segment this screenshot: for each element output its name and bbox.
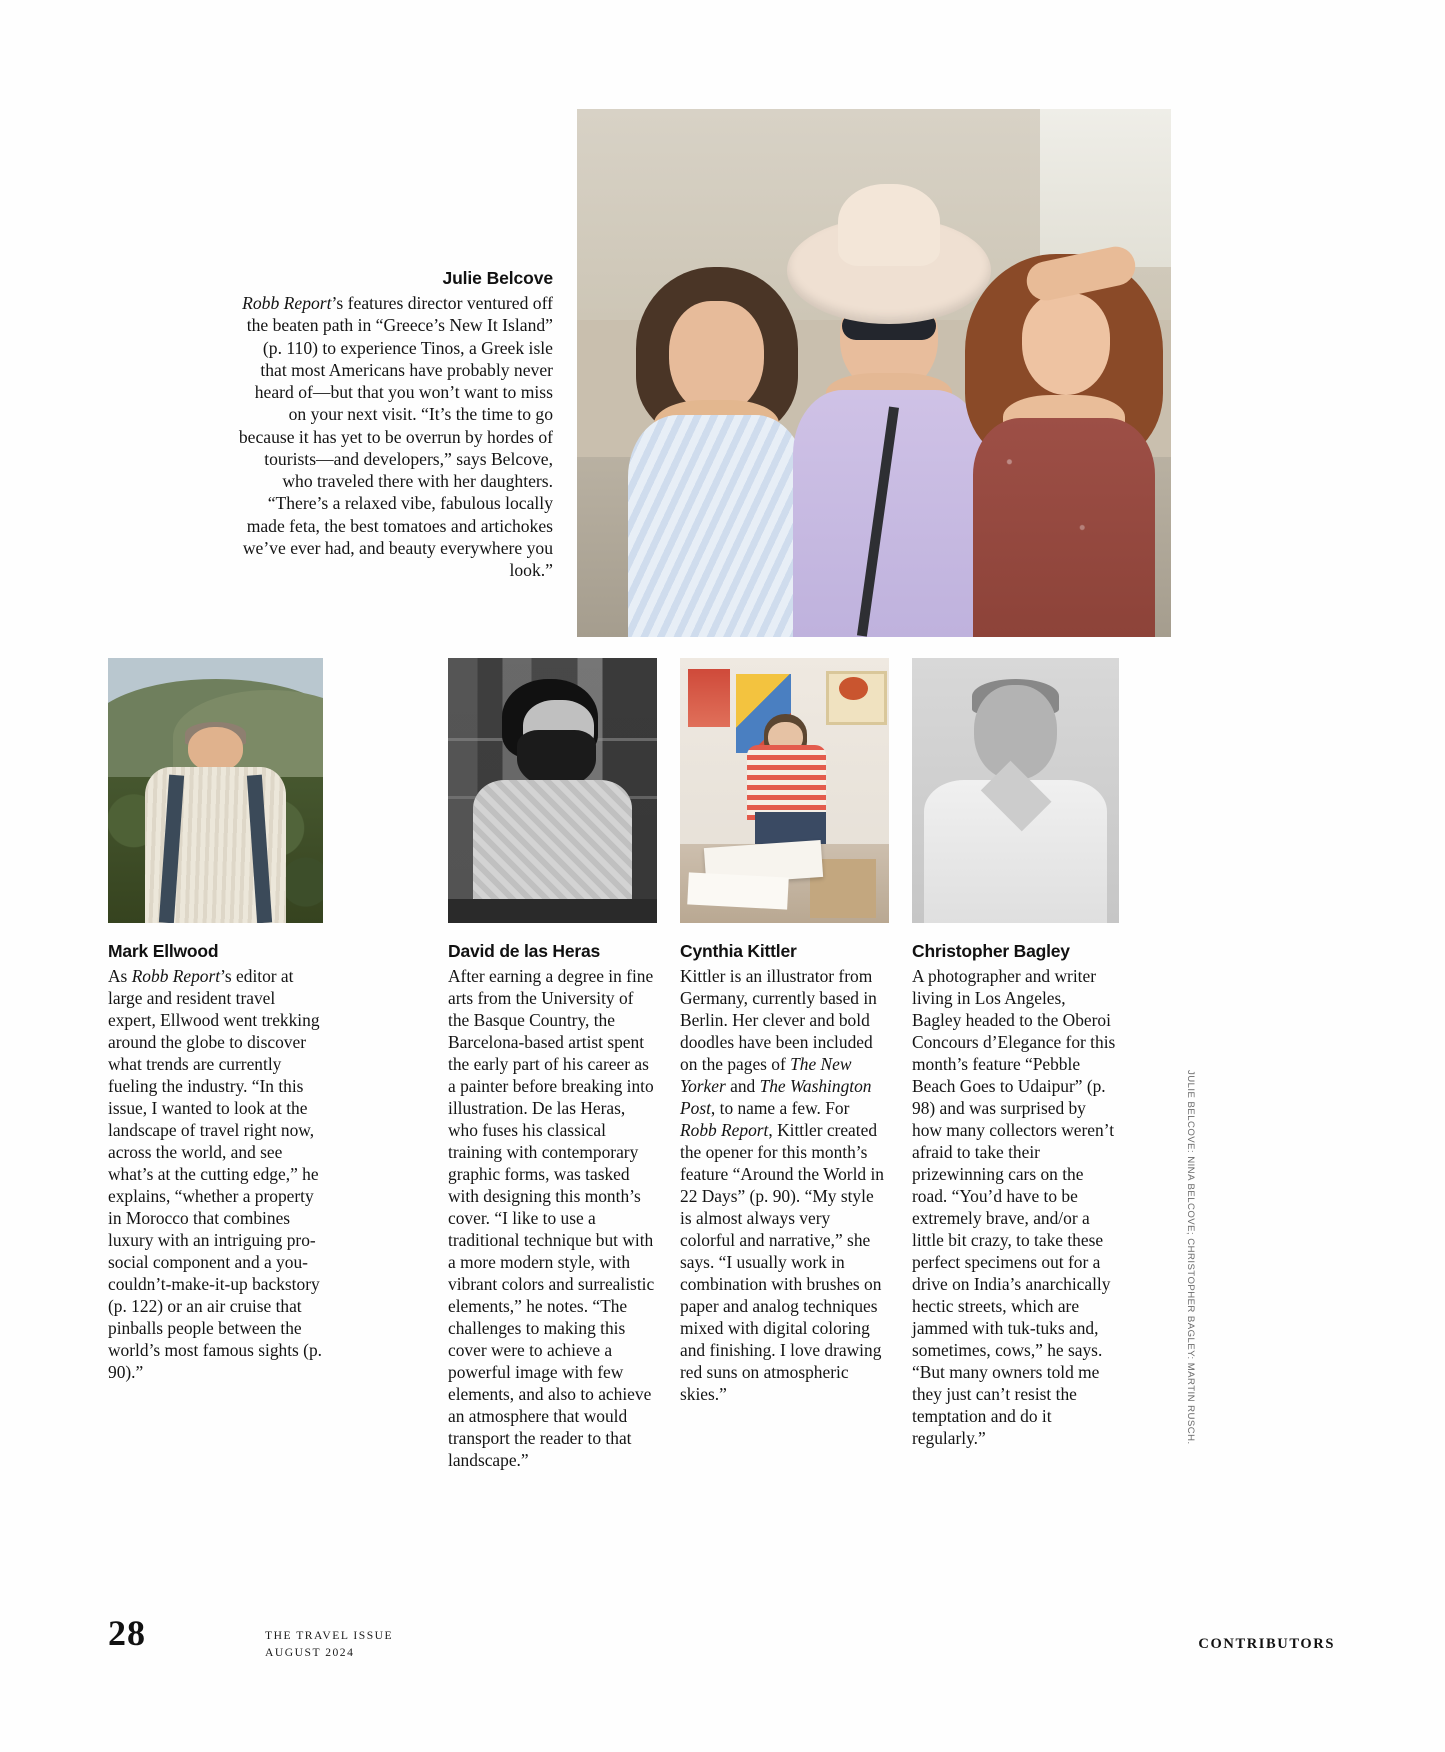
contributor-bio-christopher-bagley: A photographer and writer living in Los Angeles, Bagley headed to the Oberoi Concours d’Elegance for this month’s feature “Pebble Beach Goes to Udaipur” (p. 98) and was surprised by how many collectors weren’t afraid to take their prizewinning cars on the road. “You’d have to be extremely brave, and/or a little bit crazy, to take these perfect specimens out for a drive on India’s anarchically hectic streets, which are jammed with tuk-tuks and, sometimes, cows,” he says. “But many owners told me they just can’t resist the temptation and do it regularly.”	[912, 966, 1116, 1449]
contributor-column-cynthia-kittler	[680, 658, 889, 1405]
contributor-column-christopher-bagley	[912, 658, 1119, 1449]
portrait-david-de-las-heras	[448, 658, 657, 923]
photo-person-right	[969, 246, 1159, 637]
contributor-name-cynthia-kittler: Cynthia Kittler	[680, 941, 797, 961]
page-number: 28	[108, 1613, 146, 1653]
contributor-column-mark-ellwood	[108, 658, 323, 1383]
portrait-mark-ellwood	[108, 658, 323, 923]
contributor-column-david-de-las-heras	[448, 658, 657, 1471]
contributor-name-christopher-bagley: Christopher Bagley	[912, 941, 1070, 961]
photo-person-left	[625, 267, 809, 637]
section-label: CONTRIBUTORS	[1198, 1636, 1335, 1652]
photo-person-center	[791, 225, 987, 637]
contributor-bio-julie-belcove: Robb Report’s features director ventured off the beaten path in “Greece’s New It Island” (p. 110) to experience Tinos, a Greek isle that most Americans have probably never heard of—but that you won’t want to miss on your next visit. “It’s the time to go because it has yet to be overrun by hordes of tourists—and developers,” says Belcove, who traveled there with her daughters. “There’s a relaxed vibe, fabulous locally made feta, the best tomatoes and artichokes we’ve ever had, and beauty everywhere you look.”	[238, 293, 553, 580]
contributor-bio-david-de-las-heras: After earning a degree in fine arts from the University of the Basque Country, the Barcelona-based artist spent the early part of his career as a painter before breaking into illustration. De las Heras, who fuses his classical training with contemporary graphic forms, was tasked with designing this month’s cover. “I like to use a traditional technique but with a more modern style, with vibrant colors and surrealistic elements,” he notes. “The challenges to making this cover were to achieve a powerful image with few elements, and also to achieve an atmosphere that would transport the reader to that landscape.”	[448, 966, 655, 1471]
photo-credit: JULIE BELCOVE: NINA BELCOVE; CHRISTOPHER BAGLEY: MARTIN RUSCH.	[1185, 1070, 1196, 1445]
contributor-name-mark-ellwood: Mark Ellwood	[108, 941, 219, 961]
photo-building-wall	[1040, 109, 1171, 267]
contributor-name-julie-belcove: Julie Belcove	[442, 268, 553, 288]
portrait-christopher-bagley	[912, 658, 1119, 923]
issue-line-2: AUGUST 2024	[265, 1645, 355, 1659]
issue-line-1: THE TRAVEL ISSUE	[265, 1629, 394, 1642]
contributor-bio-cynthia-kittler: Kittler is an illustrator from Germany, currently based in Berlin. Her clever and bold doodles have been included on the pages of The New Yorker and The Washington Post, to name a few. For Robb Report, Kittler created the opener for this month’s feature “Around the World in 22 Days” (p. 90). “My style is almost always very colorful and narrative,” she says. “I usually work in combination with brushes on paper and analog techniques mixed with digital coloring and finishing. I love drawing red suns on atmospheric skies.”	[680, 966, 884, 1405]
portrait-cynthia-kittler	[680, 658, 889, 923]
julie-belcove-photo	[577, 109, 1171, 637]
julie-belcove-block	[235, 268, 553, 581]
issue-label	[265, 1628, 393, 1662]
contributor-bio-mark-ellwood: As Robb Report’s editor at large and resident travel expert, Ellwood went trekking around the globe to discover what trends are currently fueling the industry. “In this issue, I wanted to look at the landscape of travel right now, across the world, and see what’s at the cutting edge,” he explains, “whether a property in Morocco that combines luxury with an intriguing pro-social component and a you-couldn’t-make-it-up backstory (p. 122) or an air cruise that pinballs people between the world’s most famous sights (p. 90).”	[108, 966, 323, 1383]
contributor-name-david-de-las-heras: David de las Heras	[448, 941, 601, 961]
